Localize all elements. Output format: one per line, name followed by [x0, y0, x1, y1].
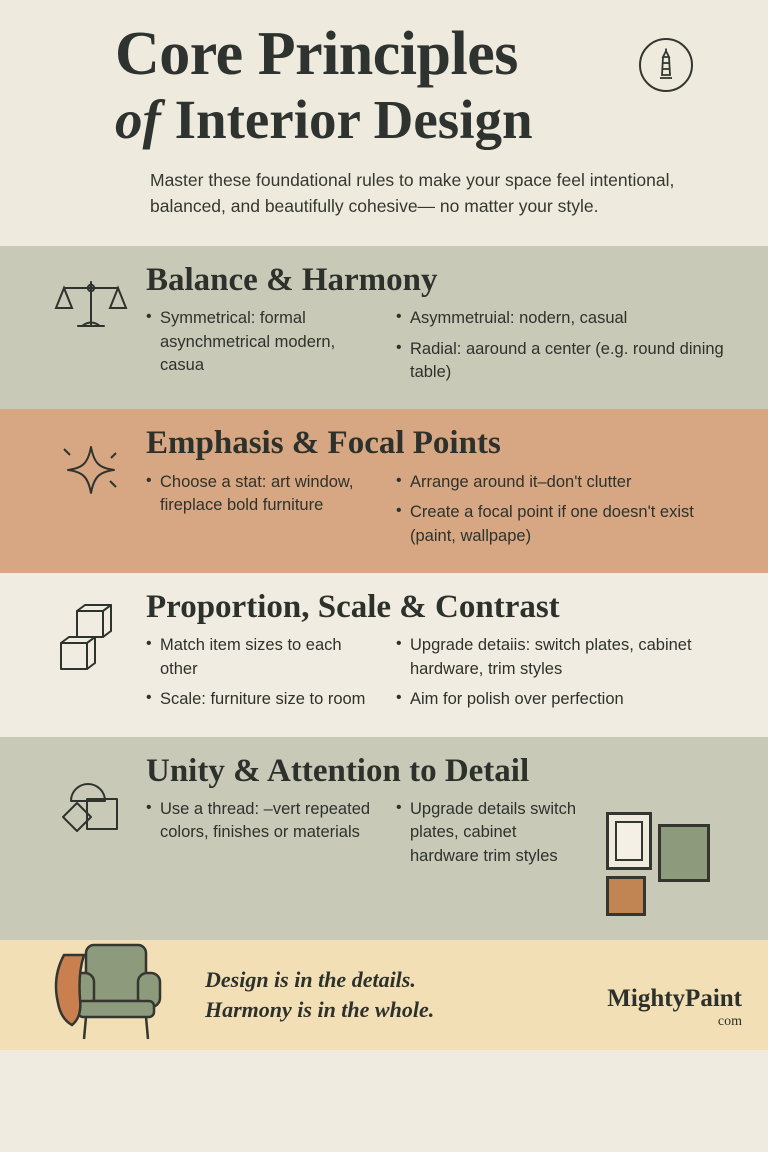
armchair-with-throw-icon	[34, 915, 184, 1050]
bullet-list-left	[146, 634, 378, 711]
section-title: Emphasis & Focal Points	[146, 425, 501, 462]
section-title: Unity & Attention to Detail	[146, 752, 530, 789]
list-item: • Aim for polish over perfection	[396, 688, 726, 711]
list-item: • Scale: furniture size to room	[146, 688, 378, 711]
brand-tld: com	[717, 1013, 742, 1029]
bullet-list-right	[396, 798, 588, 868]
balance-scale-icon	[36, 262, 146, 338]
bullet-list-right	[396, 634, 726, 711]
page-title: Core Principles	[115, 20, 518, 88]
bullet-list-right	[396, 471, 726, 548]
stacked-cubes-icon	[36, 589, 146, 679]
quote-line-1: Design is in the details.	[205, 967, 416, 993]
bullet-list-left	[146, 471, 378, 518]
list-item: • Choose a stat: art window, fireplace bold furniture	[146, 471, 378, 518]
section-proportion-scale-contrast	[0, 573, 768, 737]
list-item: • Radial: aaround a center (e.g. round dining table)	[396, 338, 726, 385]
section-body	[146, 753, 732, 922]
bullet-list-right	[396, 307, 726, 384]
lighthouse-icon	[639, 38, 693, 92]
title-of-word: of	[115, 89, 161, 151]
brand-logo	[607, 986, 742, 1030]
section-body	[146, 425, 732, 555]
section-emphasis-focal-points	[0, 409, 768, 573]
list-item: • Create a focal point if one doesn't exist (paint, wallpape)	[396, 501, 726, 548]
section-balance-harmony	[0, 246, 768, 410]
title-rest: Interior Design	[160, 89, 533, 151]
list-item: • Symmetrical: formal asynchmetrical modern, casua	[146, 307, 378, 377]
bullet-list-left	[146, 798, 378, 845]
page-subtitle-title	[40, 89, 728, 151]
frame-terracotta	[606, 876, 646, 916]
quote-line-2: Harmony is in the whole.	[205, 996, 435, 1022]
section-unity-attention-detail	[0, 737, 768, 940]
section-body	[146, 589, 732, 719]
footer-quote	[205, 965, 434, 1024]
section-title: Proportion, Scale & Contrast	[146, 589, 560, 625]
brand-name: MightyPaint	[607, 984, 742, 1012]
section-title: Balance & Harmony	[146, 261, 438, 298]
frame-green	[658, 824, 710, 882]
sparkle-star-icon	[36, 425, 146, 501]
intro-text: Master these foundational rules to make your space feel intentional, balanced, and beautifully cohesive— no matter your style.	[150, 169, 675, 217]
list-item: • Arrange around it–don't clutter	[396, 471, 726, 494]
list-item: • Upgrade details switch plates, cabinet hardware trim styles	[396, 798, 588, 868]
bullet-list-left	[146, 307, 378, 377]
header	[0, 0, 768, 246]
picture-frames-illustration	[606, 812, 726, 922]
list-item: • Asymmetruial: nodern, casual	[396, 307, 726, 330]
shapes-overlap-icon	[36, 753, 146, 843]
list-item: • Match item sizes to each other	[146, 634, 378, 681]
list-item: • Upgrade detaiis: switch plates, cabinet hardware, trim styles	[396, 634, 726, 681]
list-item: • Use a thread: –vert repeated colors, finishes or materials	[146, 798, 378, 845]
footer	[0, 940, 768, 1050]
frame-outline	[606, 812, 652, 870]
section-body	[146, 262, 732, 392]
